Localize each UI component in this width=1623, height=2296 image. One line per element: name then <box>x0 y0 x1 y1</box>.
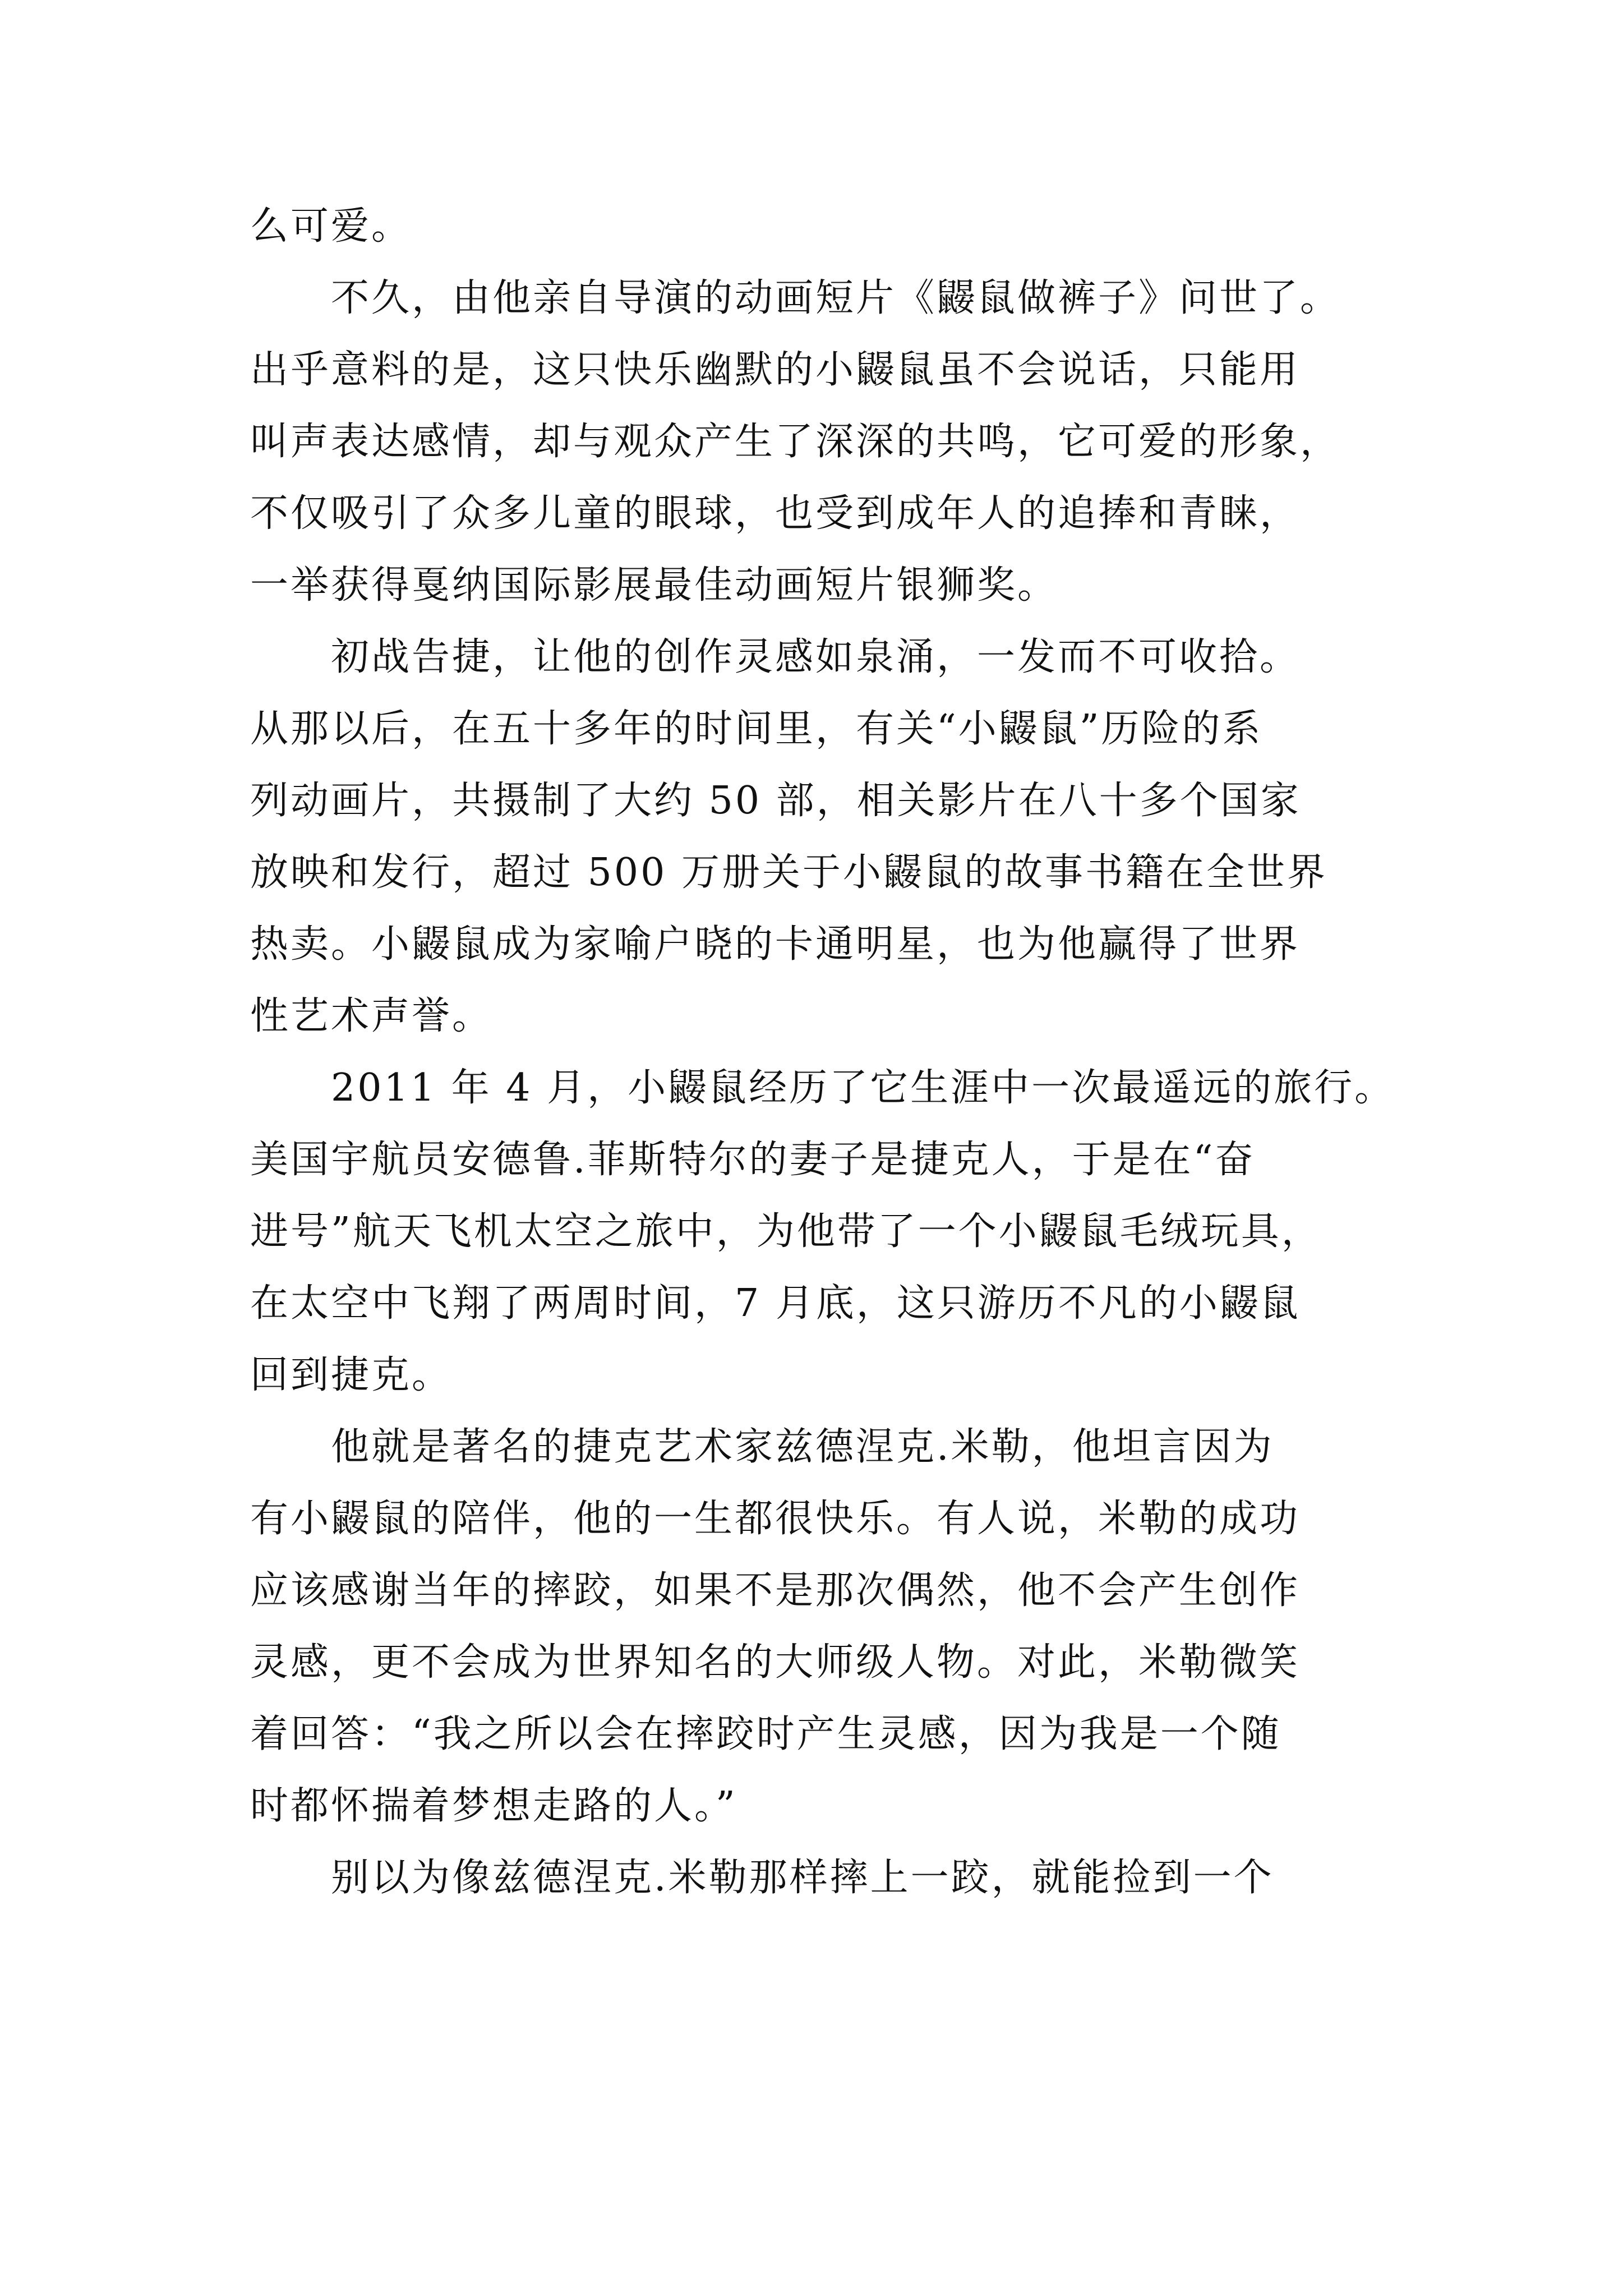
text-line: 么可爱。 <box>250 204 412 249</box>
text-line: 初战告捷，让他的创作灵感如泉涌，一发而不可收拾。 <box>331 635 1301 679</box>
text-line: 灵感，更不会成为世界知名的大师级人物。对此，米勒微笑 <box>250 1640 1301 1685</box>
text-line: 应该感谢当年的摔跤，如果不是那次偶然，他不会产生创作 <box>250 1568 1301 1613</box>
text-line: 着回答：“我之所以会在摔跤时产生灵感，因为我是一个随 <box>250 1712 1281 1756</box>
text-line: 一举获得戛纳国际影展最佳动画短片银狮奖。 <box>250 563 1058 608</box>
text-line: 不仅吸引了众多儿童的眼球，也受到成年人的追捧和青睐， <box>250 491 1301 536</box>
text-line: 列动画片，共摄制了大约 50 部，相关影片在八十多个国家 <box>250 779 1301 823</box>
text-line: 回到捷克。 <box>250 1353 453 1397</box>
text-line: 放映和发行，超过 500 万册关于小鼹鼠的故事书籍在全世界 <box>250 850 1328 895</box>
text-line: 时都怀揣着梦想走路的人。” <box>250 1784 737 1828</box>
text-line: 在太空中飞翔了两周时间，7 月底，这只游历不凡的小鼹鼠 <box>250 1281 1301 1326</box>
text-line: 从那以后，在五十多年的时间里，有关“小鼹鼠”历险的系 <box>250 707 1263 751</box>
text-line: 热卖。小鼹鼠成为家喻户晓的卡通明星，也为他赢得了世界 <box>250 922 1301 967</box>
text-line: 叫声表达感情，却与观众产生了深深的共鸣，它可爱的形象， <box>250 420 1341 464</box>
text-line: 进号”航天飞机太空之旅中，为他带了一个小鼹鼠毛绒玩具， <box>250 1209 1322 1254</box>
text-line: 有小鼹鼠的陪伴，他的一生都很快乐。有人说，米勒的成功 <box>250 1497 1301 1541</box>
text-line: 性艺术声誉。 <box>250 994 493 1038</box>
article-body <box>250 191 1394 1914</box>
text-line: 美国宇航员安德鲁.菲斯特尔的妻子是捷克人，于是在“奋 <box>250 1138 1256 1182</box>
text-line: 出乎意料的是，这只快乐幽默的小鼹鼠虽不会说话，只能用 <box>250 348 1301 392</box>
text-line: 2011 年 4 月，小鼹鼠经历了它生涯中一次最遥远的旅行。 <box>331 1066 1395 1110</box>
text-line: 别以为像兹德涅克.米勒那样摔上一跤，就能捡到一个 <box>331 1856 1274 1900</box>
text-line: 他就是著名的捷克艺术家兹德涅克.米勒，他坦言因为 <box>331 1425 1274 1469</box>
text-line: 不久，由他亲自导演的动画短片《鼹鼠做裤子》问世了。 <box>331 276 1341 320</box>
